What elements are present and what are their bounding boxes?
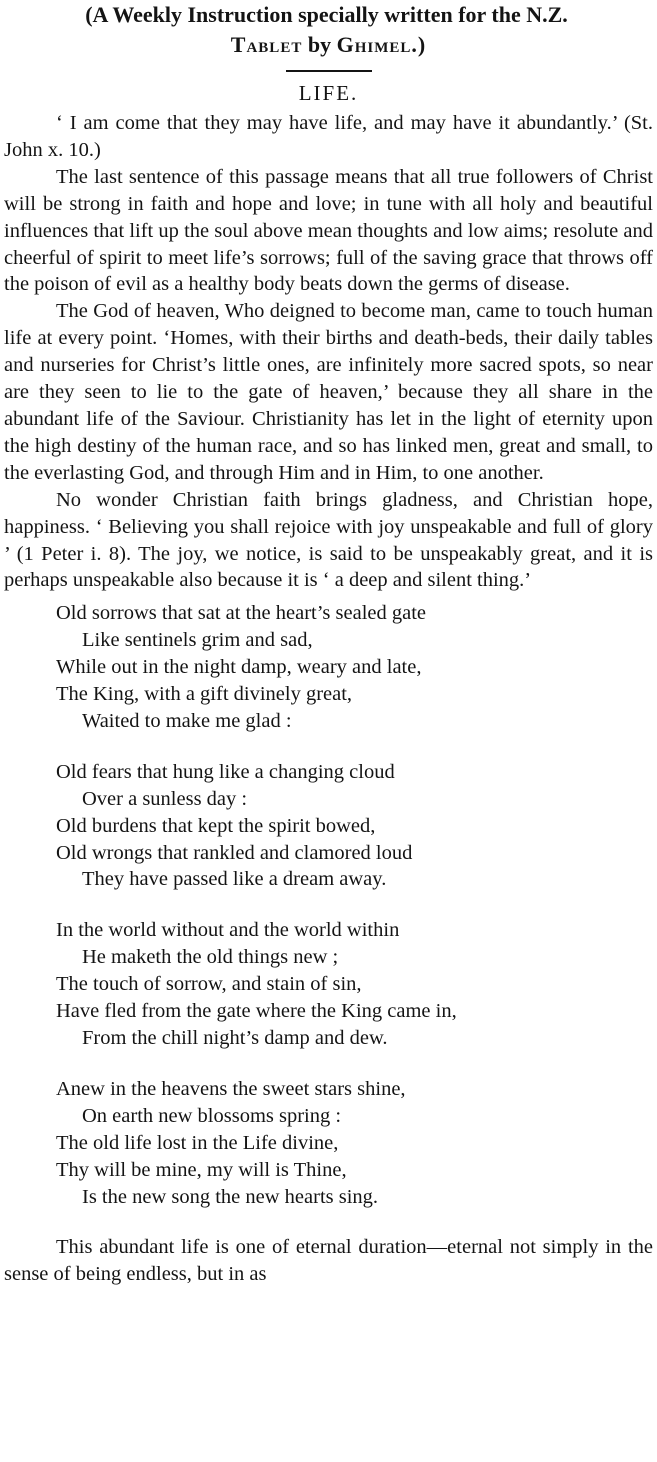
poem-line: Over a sunless day : bbox=[82, 787, 248, 810]
paragraph-4: No wonder Christian faith brings gladness, and Christian hope, happiness. ‘ Believing you shall rejoice with joy unspeakable and full of glory ’ (1 Peter i. 8). The joy, we notice, is said to be unspeakably great, and it is perhaps unspeakable also because it is ‘ a deep and silent thing.’ bbox=[4, 488, 653, 592]
poem-line: The King, with a gift divinely great, bbox=[56, 683, 353, 706]
poem-line: On earth new blossoms spring : bbox=[82, 1104, 342, 1127]
poem-line: They have passed like a dream away. bbox=[82, 868, 387, 891]
author-name: Ghimel.) bbox=[336, 32, 427, 57]
paragraph-3: The God of heaven, Who deigned to become man, came to touch human life at every point. ‘Homes, with their births and death-beds, their daily tables and nurseries for Christ’s little ones, are infinitely more sacred spots, so near are they seen to lie to the gate of heaven,’ because they all share in the abundant life of the Saviour. Christianity has let in the light of eternity upon the high destiny of the human race, and so has linked men, great and small, to the everlasting God, and through Him and in Him, to one another. bbox=[4, 300, 653, 484]
poem-line: Old wrongs that rankled and clamored loud bbox=[56, 841, 413, 864]
header-line-2 bbox=[4, 30, 653, 60]
poem-stanza-3 bbox=[4, 917, 653, 1052]
poem-line: He maketh the old things new ; bbox=[82, 946, 339, 969]
poem-line: Old sorrows that sat at the heart’s sealed gate bbox=[56, 602, 427, 625]
poem-line: Waited to make me glad : bbox=[82, 709, 292, 732]
poem-line: In the world without and the world within bbox=[56, 919, 400, 942]
poem-line: From the chill night’s damp and dew. bbox=[82, 1027, 388, 1049]
article-header bbox=[4, 0, 653, 60]
paragraph-1: ‘ I am come that they may have life, and may have it abundantly.’ (St. John x. 10.) bbox=[4, 112, 653, 161]
poem-line: Old burdens that kept the spirit bowed, bbox=[56, 814, 376, 837]
poem-line: Thy will be mine, my will is Thine, bbox=[56, 1158, 347, 1181]
poem-line: Is the new song the new hearts sing. bbox=[82, 1185, 379, 1208]
poem-stanza-1 bbox=[4, 600, 653, 735]
poem-line: Old fears that hung like a changing cloud bbox=[56, 760, 395, 783]
poem-line: While out in the night damp, weary and late, bbox=[56, 656, 422, 679]
header-divider bbox=[286, 70, 372, 72]
poem-line: Have fled from the gate where the King came in, bbox=[56, 1000, 457, 1023]
poem-line: The touch of sorrow, and stain of sin, bbox=[56, 973, 362, 996]
poem-stanza-4 bbox=[4, 1076, 653, 1211]
poem bbox=[4, 600, 653, 1210]
paragraph-2: The last sentence of this passage means that all true followers of Christ will be strong in faith and hope and love; in tune with all holy and beautiful influences that lift up the soul above mean thoughts and low aims; resolute and cheerful of spirit to meet life’s sorrows; full of the saving grace that throws off the poison of evil as a healthy body beats down the germs of disease. bbox=[4, 165, 653, 296]
publication-name: Tablet bbox=[230, 32, 303, 57]
article-title: LIFE. bbox=[298, 81, 359, 105]
header-line-1: (A Weekly Instruction specially written for the N.Z. bbox=[85, 2, 568, 27]
closing-paragraph: This abundant life is one of eternal duration—eternal not simply in the sense of being endless, but in as bbox=[4, 1236, 653, 1286]
byline-by: by bbox=[307, 32, 332, 57]
poem-stanza-2 bbox=[4, 759, 653, 894]
poem-line: Like sentinels grim and sad, bbox=[82, 629, 313, 652]
poem-line: The old life lost in the Life divine, bbox=[56, 1131, 339, 1154]
poem-line: Anew in the heavens the sweet stars shine, bbox=[56, 1077, 406, 1100]
